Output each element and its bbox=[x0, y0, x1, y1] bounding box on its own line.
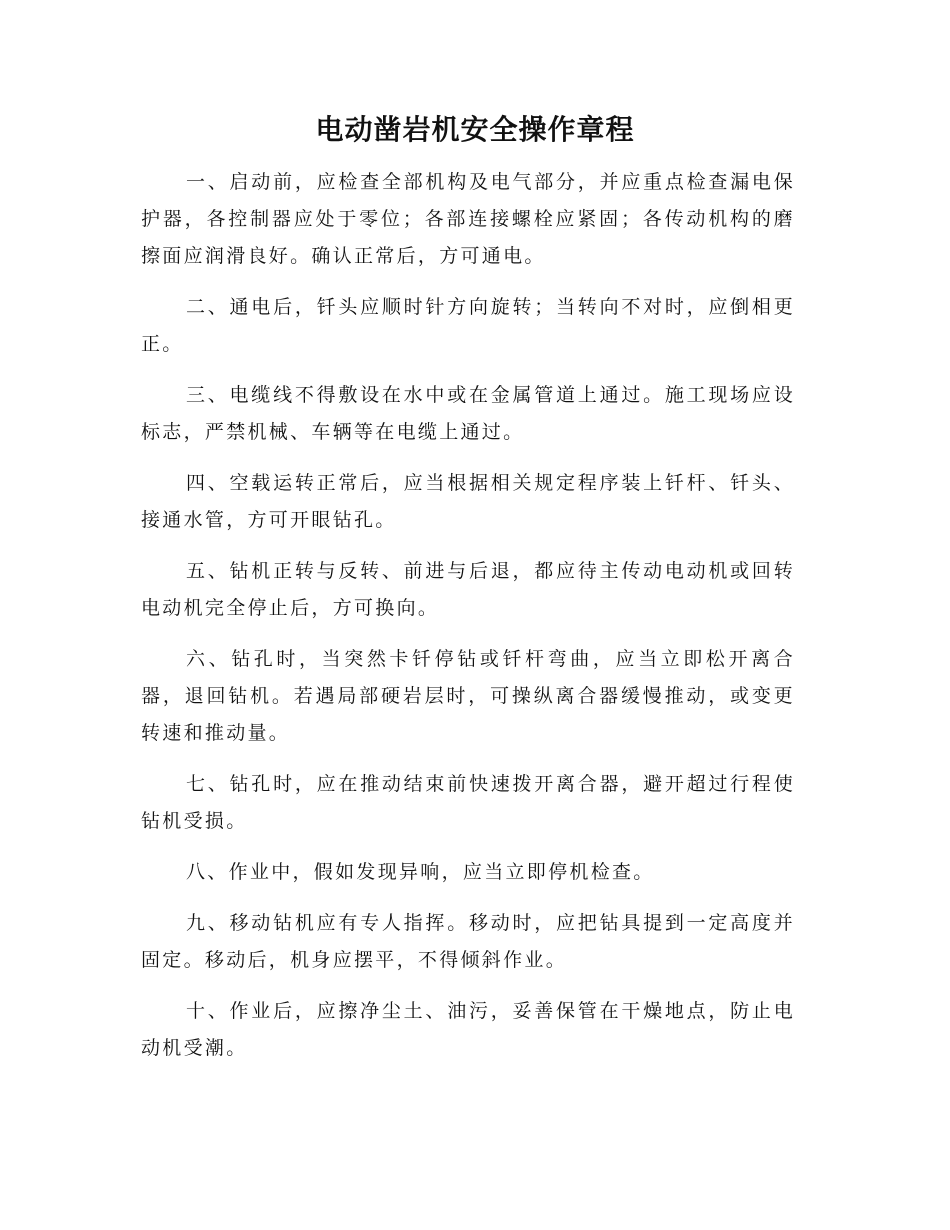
paragraph-3: 三、电缆线不得敷设在水中或在金属管道上通过。施工现场应设标志，严禁机械、车辆等在电缆上通过。 bbox=[141, 384, 795, 443]
paragraph-9: 九、移动钻机应有专人指挥。移动时，应把钻具提到一定高度并固定。移动后，机身应摆平，不得倾斜作业。 bbox=[141, 912, 795, 971]
document-body bbox=[141, 164, 795, 1081]
paragraph-7: 七、钻孔时，应在推动结束前快速拨开离合器，避开超过行程使钻机受损。 bbox=[141, 773, 795, 832]
paragraph-8: 八、作业中，假如发现异响，应当立即停机检查。 bbox=[186, 861, 655, 883]
document-title: 电动凿岩机安全操作章程 bbox=[315, 113, 635, 146]
paragraph-5: 五、钻机正转与反转、前进与后退，都应待主传动电动机或回转电动机完全停止后，方可换向。 bbox=[141, 560, 795, 619]
paragraph-10: 十、作业后，应擦净尘土、油污，妥善保管在干燥地点，防止电动机受潮。 bbox=[141, 1000, 795, 1059]
paragraph-2: 二、通电后，钎头应顺时针方向旋转；当转向不对时，应倒相更正。 bbox=[141, 296, 795, 355]
paragraph-6: 六、钻孔时，当突然卡钎停钻或钎杆弯曲，应当立即松开离合器，退回钻机。若遇局部硬岩层时，可操纵离合器缓慢推动，或变更转速和推动量。 bbox=[141, 648, 795, 744]
paragraph-1: 一、启动前，应检查全部机构及电气部分，并应重点检查漏电保护器，各控制器应处于零位；各部连接螺栓应紧固；各传动机构的磨擦面应润滑良好。确认正常后，方可通电。 bbox=[141, 171, 795, 267]
paragraph-4: 四、空载运转正常后，应当根据相关规定程序装上钎杆、钎头、接通水管，方可开眼钻孔。 bbox=[141, 472, 795, 531]
